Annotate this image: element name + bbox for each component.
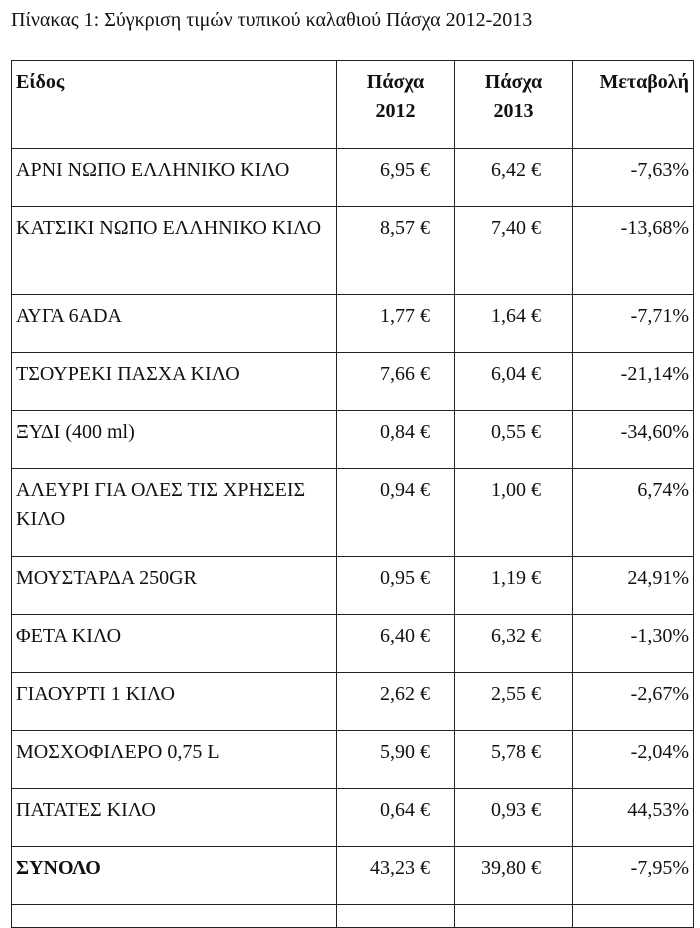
- header-2013: [455, 61, 573, 149]
- cell-price-2013: 0,93 €: [455, 789, 573, 847]
- cell-change: -7,71%: [573, 295, 694, 353]
- cell-price-2012: 0,64 €: [337, 789, 455, 847]
- total-row: [12, 847, 694, 905]
- table-row: [12, 295, 694, 353]
- header-2012-line1: Πάσχα: [366, 71, 425, 93]
- table-row: [12, 353, 694, 411]
- header-2012-line2: 2012: [375, 100, 416, 122]
- header-2013-line1: Πάσχα: [484, 71, 543, 93]
- cell-change: 6,74%: [573, 469, 694, 557]
- cell-item: ΠΑΤΑΤΕΣ ΚΙΛΟ: [12, 789, 337, 847]
- cell-price-2013: 2,55 €: [455, 673, 573, 731]
- cell-item: ΤΣΟΥΡΕΚΙ ΠΑΣΧΑ ΚΙΛΟ: [12, 353, 337, 411]
- header-2012: [337, 61, 455, 149]
- cell-price-2012: 8,57 €: [337, 207, 455, 295]
- cell-price-2012: 7,66 €: [337, 353, 455, 411]
- cell-item: ΦΕΤΑ ΚΙΛΟ: [12, 615, 337, 673]
- total-price-2013: 39,80 €: [455, 847, 573, 905]
- cell-change: -34,60%: [573, 411, 694, 469]
- cell-price-2013: 5,78 €: [455, 731, 573, 789]
- cell-price-2012: 0,95 €: [337, 557, 455, 615]
- cell-price-2012: 6,40 €: [337, 615, 455, 673]
- cell-item: ΚΑΤΣΙΚΙ ΝΩΠΟ ΕΛΛΗΝΙΚΟ ΚΙΛΟ: [12, 207, 337, 295]
- cell-price-2013: 6,32 €: [455, 615, 573, 673]
- cell-change: -1,30%: [573, 615, 694, 673]
- table-row: [12, 673, 694, 731]
- cell-change: -13,68%: [573, 207, 694, 295]
- table-row: [12, 411, 694, 469]
- cell-price-2012: 6,95 €: [337, 149, 455, 207]
- table-row: [12, 789, 694, 847]
- cell-price-2012: 0,94 €: [337, 469, 455, 557]
- table-row: [12, 469, 694, 557]
- cell-item: ΞΥΔΙ (400 ml): [12, 411, 337, 469]
- price-comparison-table: [11, 60, 694, 928]
- cell-price-2012: 2,62 €: [337, 673, 455, 731]
- header-item: Είδος: [12, 61, 337, 149]
- table-row: [12, 207, 694, 295]
- cell-price-2013: 0,55 €: [455, 411, 573, 469]
- table-row: [12, 731, 694, 789]
- total-price-2012: 43,23 €: [337, 847, 455, 905]
- table-caption: Πίνακας 1: Σύγκριση τιμών τυπικού καλαθιού Πάσχα 2012-2013: [11, 9, 533, 31]
- table-row: [12, 557, 694, 615]
- header-change: Μεταβολή: [573, 61, 694, 149]
- cell-item: ΓΙΑΟΥΡΤΙ 1 ΚΙΛΟ: [12, 673, 337, 731]
- total-change: -7,95%: [573, 847, 694, 905]
- cell-change: 24,91%: [573, 557, 694, 615]
- table-row: [12, 149, 694, 207]
- cell-price-2013: 1,19 €: [455, 557, 573, 615]
- cell-item: ΑΥΓΑ 6ADA: [12, 295, 337, 353]
- cell-change: -2,67%: [573, 673, 694, 731]
- cell-item: ΑΡΝΙ ΝΩΠΟ ΕΛΛΗΝΙΚΟ ΚΙΛΟ: [12, 149, 337, 207]
- header-2013-line2: 2013: [493, 100, 534, 122]
- header-row: [12, 61, 694, 149]
- cell-price-2012: 5,90 €: [337, 731, 455, 789]
- cell-price-2013: 1,64 €: [455, 295, 573, 353]
- empty-cell: [12, 905, 337, 928]
- empty-cell: [573, 905, 694, 928]
- cell-change: -7,63%: [573, 149, 694, 207]
- cell-price-2013: 6,04 €: [455, 353, 573, 411]
- cell-change: -21,14%: [573, 353, 694, 411]
- cell-item: ΑΛΕΥΡΙ ΓΙΑ ΟΛΕΣ ΤΙΣ ΧΡΗΣΕΙΣ ΚΙΛΟ: [12, 469, 337, 557]
- table-row: [12, 615, 694, 673]
- cell-price-2012: 1,77 €: [337, 295, 455, 353]
- cell-price-2012: 0,84 €: [337, 411, 455, 469]
- cell-change: -2,04%: [573, 731, 694, 789]
- cell-item: ΜΟΥΣΤΑΡΔΑ 250GR: [12, 557, 337, 615]
- empty-row: [12, 905, 694, 928]
- empty-cell: [455, 905, 573, 928]
- cell-price-2013: 7,40 €: [455, 207, 573, 295]
- cell-price-2013: 6,42 €: [455, 149, 573, 207]
- total-label: ΣΥΝΟΛΟ: [12, 847, 337, 905]
- empty-cell: [337, 905, 455, 928]
- cell-change: 44,53%: [573, 789, 694, 847]
- cell-item: ΜΟΣΧΟΦΙΛΕΡΟ 0,75 L: [12, 731, 337, 789]
- cell-price-2013: 1,00 €: [455, 469, 573, 557]
